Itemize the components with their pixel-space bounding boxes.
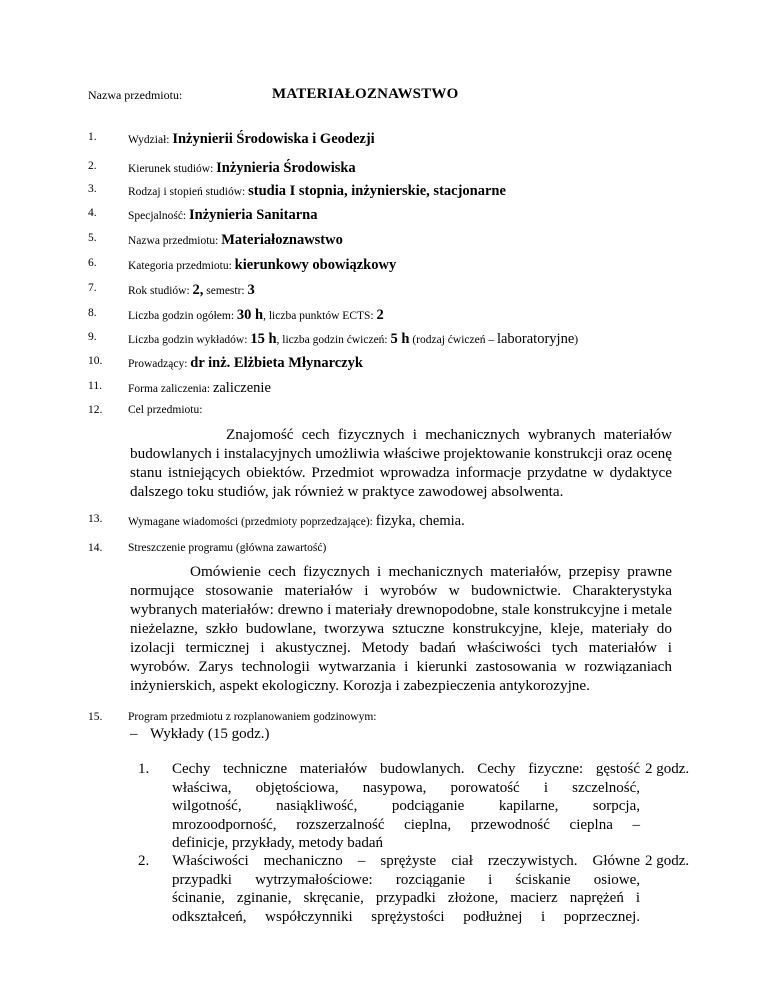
lecture-line: Właściwości mechaniczno – sprężyste ciał rzeczywistych. Główne — [172, 853, 640, 869]
item-label: Program przedmiotu z rozplanowaniem godzinowym: — [128, 711, 377, 723]
goal-paragraph: Znajomość cech fizycznych i mechanicznych wybranych materiałów budowlanych i instalacyjnych umożliwia właściwe projektowanie konstrukcji oraz ocenę stanu istniejących obiektów. Przedmiot wprowadza informacje przydatne w dydaktyce dalszego toku studiów, jak również w praktyce zawodowej absolwenta. — [130, 426, 672, 500]
lecture-line: Cechy techniczne materiałów budowlanych. Cechy fizyczne: gęstość — [172, 761, 640, 777]
item-number: 12. — [88, 404, 103, 416]
lecture-line: mrozoodporność, rozszerzalność cieplna, przewodność cieplna – — [172, 816, 640, 833]
item-label: Prowadzący: — [128, 358, 191, 370]
item-label: Kategoria przedmiotu: — [128, 260, 235, 272]
lecture-number: 1. — [138, 761, 150, 777]
item-label: , liczba punktów ECTS: — [263, 310, 377, 322]
item-value: Inżynierii Środowiska i Geodezji — [172, 131, 375, 147]
lectures-heading-text: Wykłady (15 godz.) — [150, 726, 270, 742]
item-number: 7. — [88, 282, 97, 294]
item-number: 11. — [88, 380, 102, 392]
lecture-line: wilgotność, nasiąkliwość, podciąganie kapilarne, sorpcja, — [172, 798, 640, 815]
item-value: Materiałoznawstwo — [221, 232, 343, 248]
item-value: Inżynieria Środowiska — [216, 160, 356, 176]
item-label: ) — [574, 334, 579, 346]
document-title: MATERIAŁOZNAWSTWO — [272, 86, 459, 102]
lecture-line: ścinanie, zginanie, skręcanie, przypadki złożone, macierz naprężeń i — [172, 890, 640, 907]
lecture-line: przypadki wytrzymałościowe: rozciąganie i ściskanie osiowe, — [172, 871, 640, 888]
item-number: 2. — [88, 160, 97, 172]
lecture-line: odkształceń, współczynniki sprężystości podłużnej i poprzecznej. — [172, 908, 640, 925]
item-value: 3 — [247, 282, 255, 298]
item-number: 13. — [88, 513, 103, 525]
lectures-heading — [130, 726, 269, 743]
item-label: Rok studiów: — [128, 285, 193, 297]
item-number: 3. — [88, 183, 97, 195]
item-label: Cel przedmiotu: — [128, 404, 203, 416]
item-number: 15. — [88, 711, 103, 723]
item-value: studia I stopnia, inżynierskie, stacjonarne — [248, 183, 506, 199]
item-value: 2, — [192, 282, 204, 298]
item-number: 4. — [88, 207, 97, 219]
item-label: , liczba godzin ćwiczeń: — [276, 334, 391, 346]
summary-paragraph: Omówienie cech fizycznych i mechanicznych materiałów, przepisy prawne normujące stosowanie materiałów i wyrobów w budownictwie. Charakterystyka wybranych materiałów: drewno i materiały drewnopodobne, stale konstrukcyjne i metale nieżelazne, szkło budowlane, tworzywa sztuczne konstrukcyjne, kleje, materiały do izolacji termicznej i akustycznej. Metody badań właściwości tych materiałów i wyrobów. Zarys technologii wytwarzania i kierunki zastosowania w rozwiązaniach inżynierskich, aspekt ekologiczny. Korozja i zabezpieczenia antykorozyjne. — [130, 563, 672, 694]
item-label: Specjalność: — [128, 210, 189, 222]
item-label: Nazwa przedmiotu: — [128, 235, 222, 247]
dash-bullet: – — [130, 726, 138, 742]
lecture-number: 2. — [138, 853, 150, 869]
item-value: fizyka, chemia. — [375, 513, 465, 529]
item-label: Liczba godzin ogółem: — [128, 310, 237, 322]
item-label: Kierunek studiów: — [128, 163, 217, 175]
item-number: 8. — [88, 307, 97, 319]
lecture-line: właściwa, objętościowa, nasypowa, porowatość i szczelność, — [172, 779, 640, 796]
lecture-hours: 2 godz. — [645, 853, 690, 869]
lecture-line: definicje, przykłady, metody badań — [172, 835, 384, 852]
lecture-text — [172, 760, 640, 853]
item-number: 9. — [88, 331, 97, 343]
item-value: 30 h — [236, 307, 264, 323]
item-value: kierunkowy obowiązkowy — [234, 257, 397, 273]
item-label: Wymagane wiadomości (przedmioty poprzedzające): — [128, 516, 376, 528]
item-number: 10. — [88, 355, 103, 367]
header-label: Nazwa przedmiotu: — [88, 88, 183, 102]
item-label: Liczba godzin wykładów: — [128, 334, 251, 346]
item-number: 1. — [88, 131, 97, 143]
item-label: Rodzaj i stopień studiów: — [128, 186, 249, 198]
item-label: (rodzaj ćwiczeń – — [409, 334, 497, 346]
lecture-hours: 2 godz. — [645, 761, 690, 777]
item-value: 15 h — [250, 331, 277, 347]
item-value: dr inż. Elżbieta Młynarczyk — [190, 355, 363, 371]
item-number: 6. — [88, 257, 97, 269]
item-label: semestr: — [203, 285, 248, 297]
item-value: zaliczenie — [212, 380, 271, 396]
lecture-text — [172, 852, 640, 926]
item-value: 2 — [376, 307, 384, 323]
item-value: 5 h — [390, 331, 410, 347]
item-value: Inżynieria Sanitarna — [189, 207, 318, 223]
item-label: Streszczenie programu (główna zawartość) — [128, 542, 327, 554]
item-value: laboratoryjne — [496, 331, 575, 347]
item-number: 14. — [88, 542, 103, 554]
item-label: Wydział: — [128, 134, 173, 146]
item-label: Forma zaliczenia: — [128, 383, 213, 395]
item-number: 5. — [88, 232, 97, 244]
